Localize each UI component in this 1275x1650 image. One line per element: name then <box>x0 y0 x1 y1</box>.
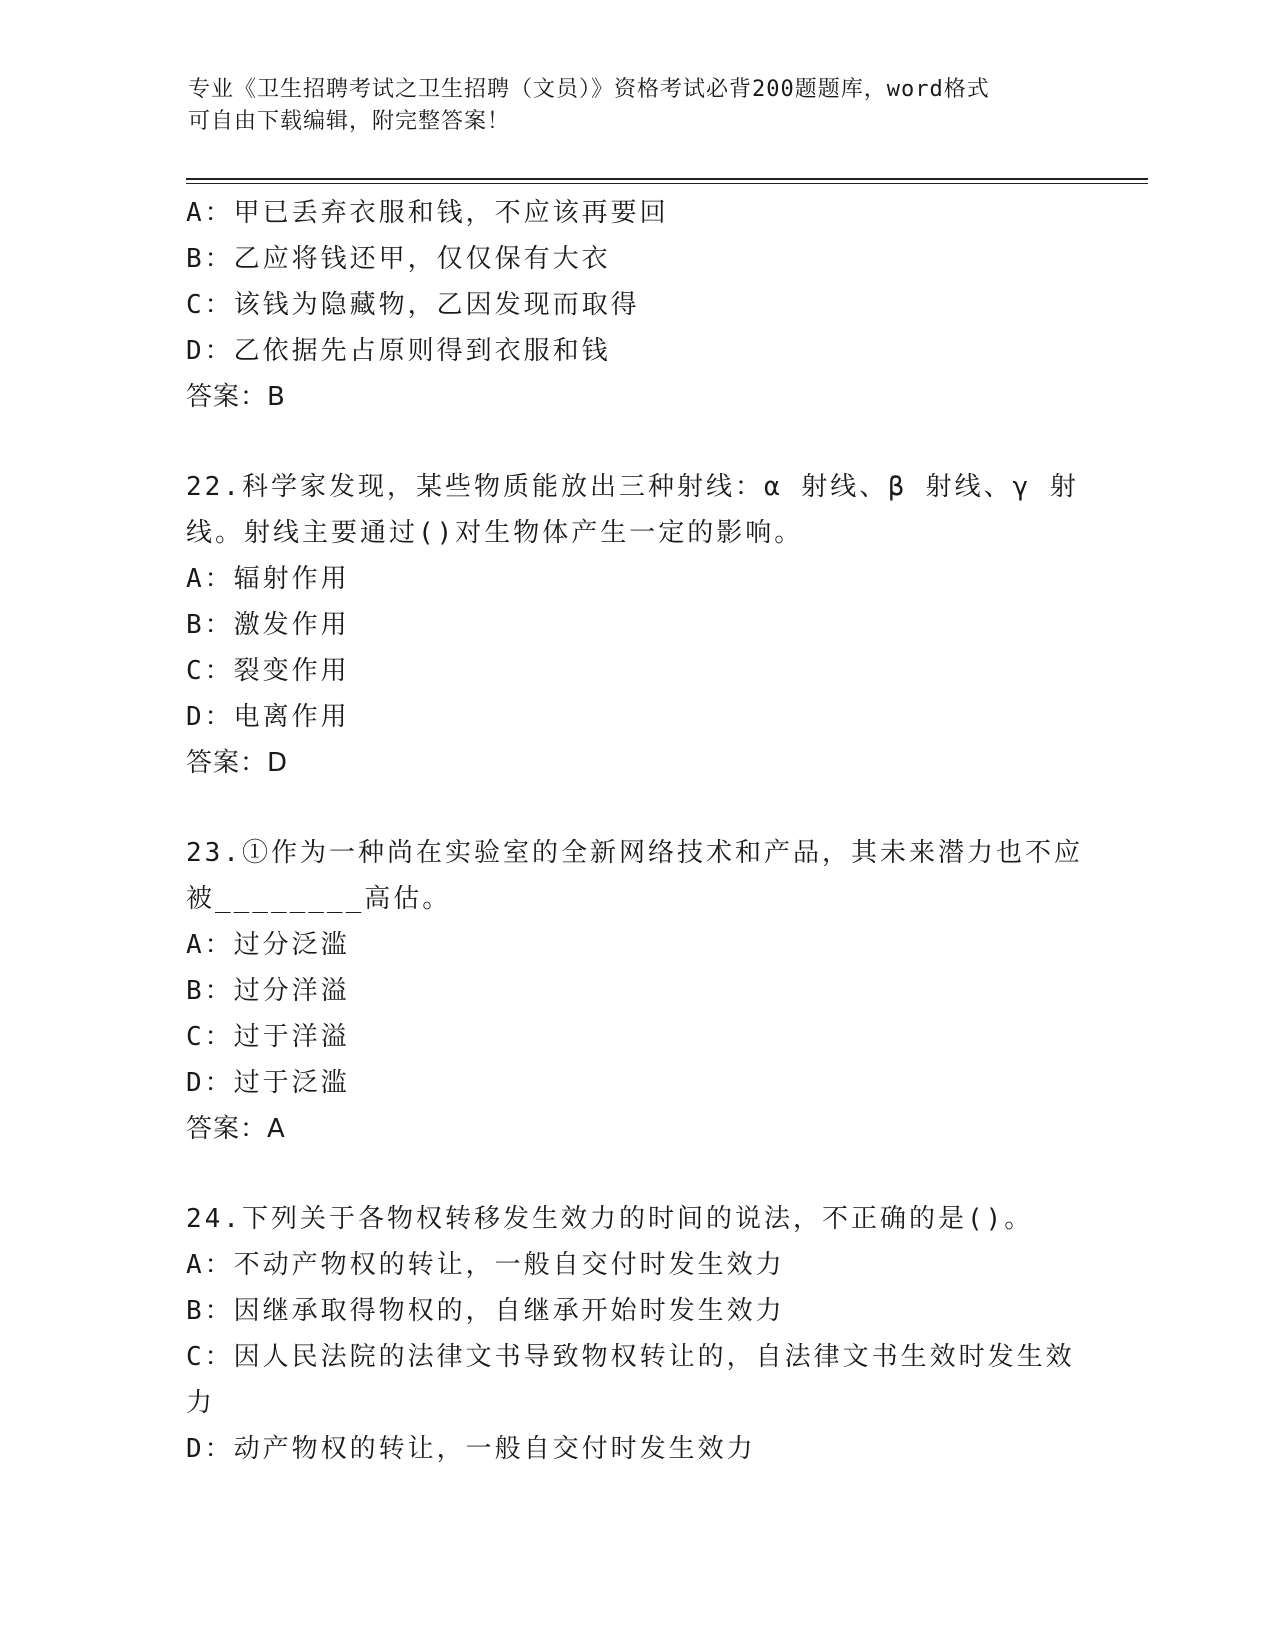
option-d: D：乙依据先占原则得到衣服和钱 <box>186 336 611 366</box>
option-b: B：过分洋溢 <box>186 976 350 1006</box>
question-24 <box>186 1196 1086 1472</box>
option-c-continued: 力 <box>186 1388 216 1418</box>
header-divider-thin <box>186 183 1148 184</box>
option-c: C：该钱为隐藏物，乙因发现而取得 <box>186 290 640 320</box>
question-stem-line-1: 24.下列关于各物权转移发生效力的时间的说法，不正确的是()。 <box>186 1204 1034 1234</box>
answer-label: 答案：D <box>186 748 289 778</box>
option-c: C：因人民法院的法律文书导致物权转让的，自法律文书生效时发生效 <box>186 1342 1075 1372</box>
option-a: A：过分泛滥 <box>186 930 350 960</box>
option-d: D：过于泛滥 <box>186 1068 350 1098</box>
option-c: C：过于洋溢 <box>186 1022 350 1052</box>
option-b: B：因继承取得物权的，自继承开始时发生效力 <box>186 1296 785 1326</box>
option-a: A：甲已丢弃衣服和钱，不应该再要回 <box>186 198 669 228</box>
option-b: B：乙应将钱还甲，仅仅保有大衣 <box>186 244 611 274</box>
question-stem-line-1: 22.科学家发现，某些物质能放出三种射线：α 射线、β 射线、γ 射 <box>186 472 1079 502</box>
option-b: B：激发作用 <box>186 610 350 640</box>
question-22 <box>186 464 1086 786</box>
question-content <box>186 190 1086 1472</box>
option-a: A：不动产物权的转让，一般自交付时发生效力 <box>186 1250 785 1280</box>
spacer <box>186 420 1086 464</box>
header-divider-thick <box>186 178 1148 180</box>
option-d: D：动产物权的转让，一般自交付时发生效力 <box>186 1434 756 1464</box>
answer-label: 答案：A <box>186 1114 286 1144</box>
document-header <box>188 74 1088 138</box>
spacer <box>186 786 1086 830</box>
question-stem-line-2: 线。射线主要通过()对生物体产生一定的影响。 <box>186 518 804 548</box>
header-title-line-2: 可自由下载编辑，附完整答案！ <box>188 109 511 134</box>
option-d: D：电离作用 <box>186 702 350 732</box>
question-stem-line-2: 被________高估。 <box>186 884 452 914</box>
question-21 <box>186 190 1086 420</box>
answer-label: 答案：B <box>186 382 286 412</box>
question-stem-line-1: 23.①作为一种尚在实验室的全新网络技术和产品，其未来潜力也不应 <box>186 838 1083 868</box>
spacer <box>186 1152 1086 1196</box>
option-c: C：裂变作用 <box>186 656 350 686</box>
question-23 <box>186 830 1086 1152</box>
option-a: A：辐射作用 <box>186 564 350 594</box>
header-title-line-1: 专业《卫生招聘考试之卫生招聘（文员）》资格考试必背200题题库，word格式 <box>188 77 990 102</box>
